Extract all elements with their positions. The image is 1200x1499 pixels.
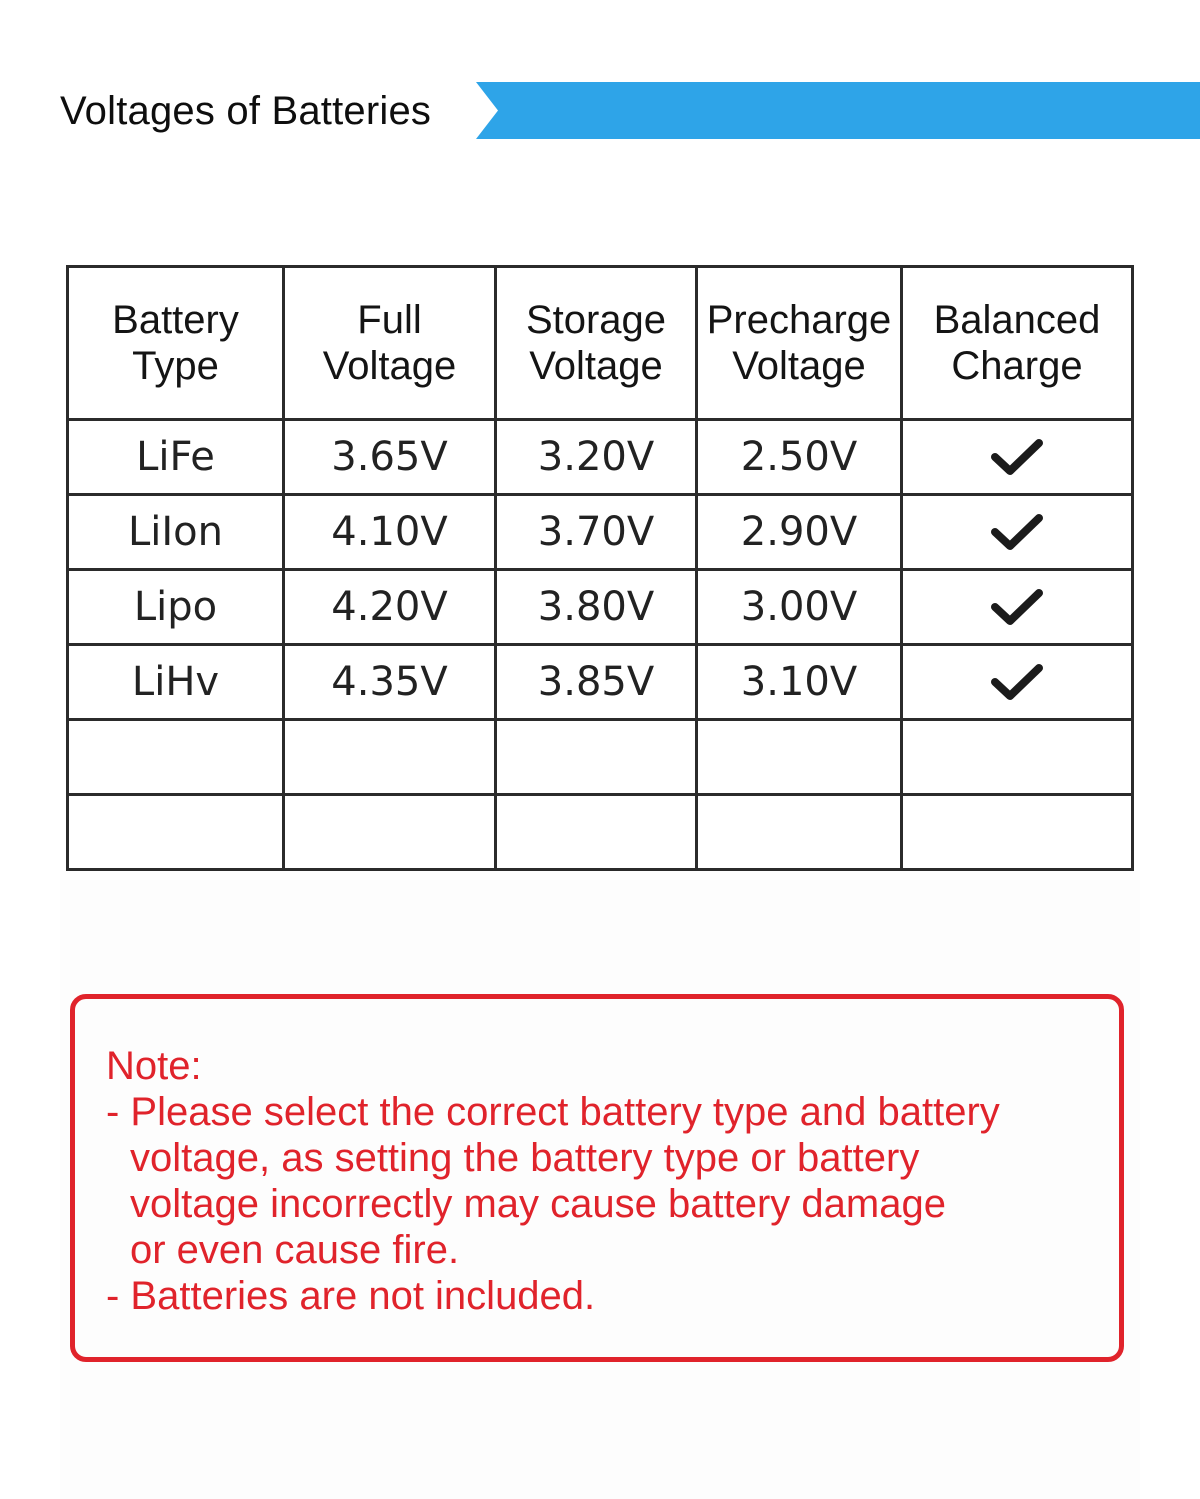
table-row (68, 570, 1133, 645)
table-header-row (68, 267, 1133, 420)
table-row-empty (68, 720, 1133, 795)
cell-balanced-charge (902, 495, 1133, 570)
header-battery-type: Battery Type (68, 267, 284, 420)
cell-storage-voltage: 3.85V (496, 645, 697, 720)
cell-full-voltage: 4.10V (284, 495, 496, 570)
table-row-empty (68, 795, 1133, 870)
cell-storage-voltage: 3.80V (496, 570, 697, 645)
cell-battery-type: LiHv (68, 645, 284, 720)
header-full-voltage: Full Voltage (284, 267, 496, 420)
note-line: - Batteries are not included. (106, 1274, 596, 1318)
cell-battery-type: Lipo (68, 570, 284, 645)
cell-battery-type: LiFe (68, 420, 284, 495)
cell-full-voltage: 4.20V (284, 570, 496, 645)
cell-balanced-charge (902, 570, 1133, 645)
cell-storage-voltage: 3.70V (496, 495, 697, 570)
check-icon (990, 662, 1044, 702)
cell-balanced-charge (902, 420, 1133, 495)
battery-voltage-table (66, 265, 1134, 871)
cell-precharge-voltage: 2.50V (697, 420, 902, 495)
note-text (106, 1043, 1106, 1319)
cell-precharge-voltage: 2.90V (697, 495, 902, 570)
note-line: or even cause fire. (130, 1228, 460, 1272)
cell-precharge-voltage: 3.10V (697, 645, 902, 720)
header-precharge-voltage: Precharge Voltage (697, 267, 902, 420)
check-icon (990, 512, 1044, 552)
table-row (68, 495, 1133, 570)
cell-balanced-charge (902, 645, 1133, 720)
page-title: Voltages of Batteries (60, 89, 432, 133)
cell-precharge-voltage: 3.00V (697, 570, 902, 645)
note-heading: Note: (106, 1044, 202, 1088)
cell-storage-voltage: 3.20V (496, 420, 697, 495)
note-line: - Please select the correct battery type and battery (106, 1090, 1000, 1134)
note-line: voltage incorrectly may cause battery damage (130, 1182, 946, 1226)
table-row (68, 420, 1133, 495)
header-balanced-charge: Balanced Charge (902, 267, 1133, 420)
check-icon (990, 587, 1044, 627)
header-storage-voltage: Storage Voltage (496, 267, 697, 420)
cell-battery-type: LiIon (68, 495, 284, 570)
cell-full-voltage: 3.65V (284, 420, 496, 495)
check-icon (990, 437, 1044, 477)
cell-full-voltage: 4.35V (284, 645, 496, 720)
table-row (68, 645, 1133, 720)
title-accent-banner (476, 82, 1200, 139)
note-line: voltage, as setting the battery type or battery (130, 1136, 920, 1180)
